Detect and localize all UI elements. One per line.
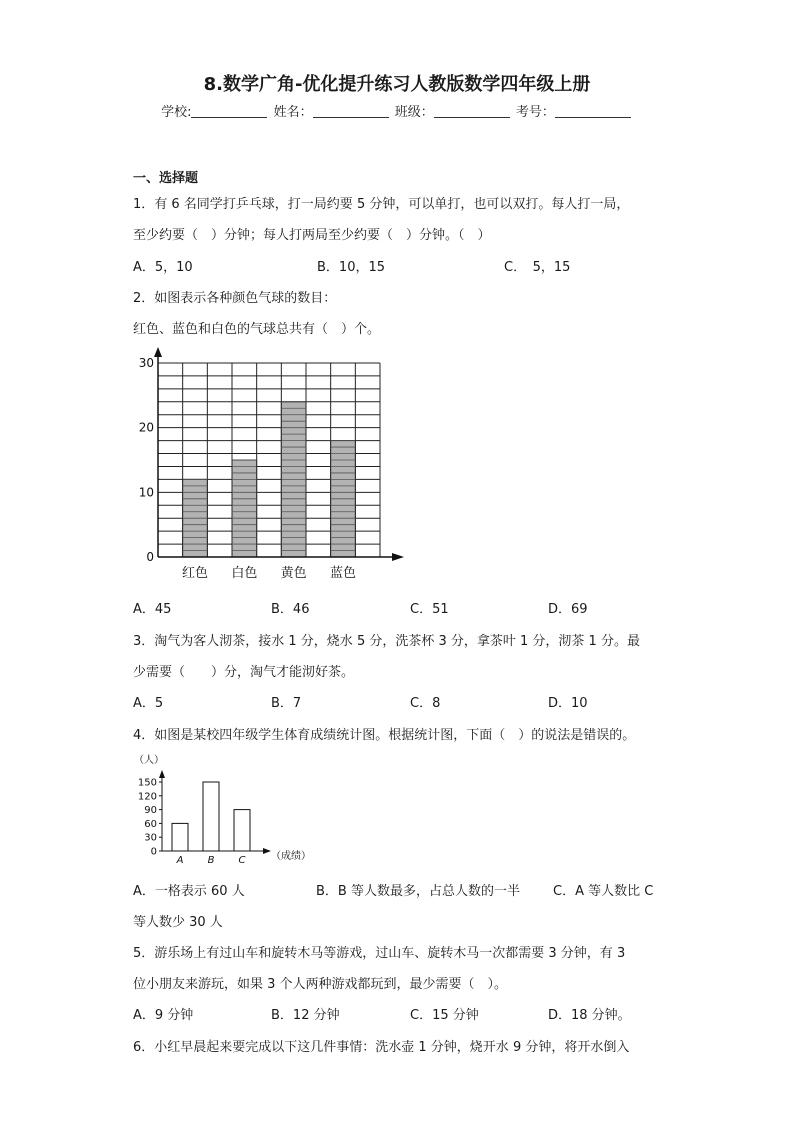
y-tick-label: 0 bbox=[146, 550, 154, 564]
y-tick-label: 150 bbox=[137, 777, 157, 789]
q6-line1: 6．小红早晨起来要完成以下这几件事情：洗水壶 1 分钟，烧开水 9 分钟，将开水倒入 bbox=[133, 1040, 630, 1055]
q1-line1: 1．有 6 名同学打乒乓球，打一局约要 5 分钟，可以单打，也可以双打。每人打一局， bbox=[133, 197, 630, 212]
x-axis-arrow bbox=[392, 553, 404, 561]
class-blank[interactable] bbox=[434, 105, 510, 118]
x-tick-label: B bbox=[207, 855, 215, 866]
q5-option-a[interactable]: A．9 分钟 bbox=[133, 1008, 194, 1023]
q1-option-a[interactable]: A．5，10 bbox=[133, 260, 193, 275]
q2-option-d[interactable]: D．69 bbox=[548, 602, 588, 617]
q3-option-c[interactable]: C．8 bbox=[410, 696, 441, 711]
name-blank[interactable] bbox=[313, 105, 389, 118]
bar bbox=[172, 823, 188, 851]
q2-option-c[interactable]: C．51 bbox=[410, 602, 449, 617]
exam-number-label: 考号： bbox=[515, 105, 555, 120]
school-blank[interactable] bbox=[191, 105, 267, 118]
x-axis-arrow bbox=[263, 848, 271, 854]
x-tick-label: A bbox=[176, 855, 184, 866]
page-title: 8.数学广角-优化提升练习人教版数学四年级上册 bbox=[203, 74, 591, 95]
y-axis-title: （人） bbox=[134, 755, 164, 766]
school-label: 学校: bbox=[161, 105, 192, 120]
q4-option-b[interactable]: B．B 等人数最多，占总人数的一半 bbox=[316, 884, 520, 899]
x-tick-label: 红色 bbox=[181, 566, 209, 581]
y-axis-arrow bbox=[159, 770, 165, 778]
q5-option-c[interactable]: C．15 分钟 bbox=[410, 1008, 479, 1023]
section-title: 一、选择题 bbox=[133, 171, 199, 186]
y-tick-label: 30 bbox=[144, 832, 157, 844]
y-tick-label: 120 bbox=[137, 791, 157, 803]
bar bbox=[203, 782, 219, 851]
q4-option-c-continued: 等人数少 30 人 bbox=[133, 915, 223, 930]
x-axis-title: （成绩） bbox=[271, 851, 311, 862]
q2-option-a[interactable]: A．45 bbox=[133, 602, 172, 617]
bar bbox=[234, 810, 250, 851]
q1-option-b[interactable]: B．10，15 bbox=[317, 260, 386, 275]
y-tick-label: 20 bbox=[138, 420, 154, 435]
q3-option-d[interactable]: D．10 bbox=[548, 696, 588, 711]
y-tick-label: 90 bbox=[144, 805, 157, 817]
exam-number-blank[interactable] bbox=[555, 105, 631, 118]
q1-option-c[interactable]: C． 5，15 bbox=[504, 260, 571, 275]
name-label: 姓名： bbox=[273, 105, 313, 120]
q1-line2: 至少约要（ ）分钟；每人打两局至少约要（ ）分钟。（ ） bbox=[133, 228, 491, 243]
q2-option-b[interactable]: B．46 bbox=[271, 602, 310, 617]
q5-line1: 5．游乐场上有过山车和旋转木马等游戏，过山车、旋转木马一次都需要 3 分钟，有 3 bbox=[133, 946, 626, 961]
q4-option-c[interactable]: C．A 等人数比 C bbox=[553, 884, 654, 899]
q3-option-a[interactable]: A．5 bbox=[133, 696, 164, 711]
y-tick-label: 10 bbox=[138, 485, 154, 500]
pe-score-bar-chart bbox=[130, 748, 320, 868]
q3-line2: 少需要（ ）分，淘气才能沏好茶。 bbox=[133, 665, 355, 680]
q5-option-b[interactable]: B．12 分钟 bbox=[271, 1008, 340, 1023]
q5-option-d[interactable]: D．18 分钟。 bbox=[548, 1008, 631, 1023]
q2-line1: 2．如图表示各种颜色气球的数目： bbox=[133, 291, 337, 306]
y-tick-label: 30 bbox=[138, 356, 154, 370]
student-info-line bbox=[0, 101, 794, 120]
class-label: 班级： bbox=[394, 105, 434, 120]
x-tick-label: 黄色 bbox=[280, 566, 307, 581]
y-axis-arrow bbox=[154, 347, 162, 357]
y-tick-label: 60 bbox=[144, 818, 157, 830]
q4-option-a[interactable]: A．一格表示 60 人 bbox=[133, 884, 245, 899]
x-tick-label: C bbox=[238, 855, 246, 866]
q2-line2: 红色、蓝色和白色的气球总共有（ ）个。 bbox=[133, 322, 381, 337]
q3-line1: 3．淘气为客人沏茶，接水 1 分，烧水 5 分，洗茶杯 3 分，拿茶叶 1 分，沏茶 1 分。最 bbox=[133, 634, 640, 649]
q4-line1: 4．如图是某校四年级学生体育成绩统计图。根据统计图，下面（ ）的说法是错误的。 bbox=[133, 728, 636, 743]
y-tick-label: 0 bbox=[150, 846, 157, 858]
q3-option-b[interactable]: B．7 bbox=[271, 696, 302, 711]
x-tick-label: 蓝色 bbox=[329, 566, 357, 581]
x-tick-label: 白色 bbox=[231, 566, 258, 581]
balloon-bar-chart bbox=[130, 345, 420, 590]
q5-line2: 位小朋友来游玩，如果 3 个人两种游戏都玩到，最少需要（ ）。 bbox=[133, 977, 508, 992]
bar bbox=[232, 460, 257, 557]
